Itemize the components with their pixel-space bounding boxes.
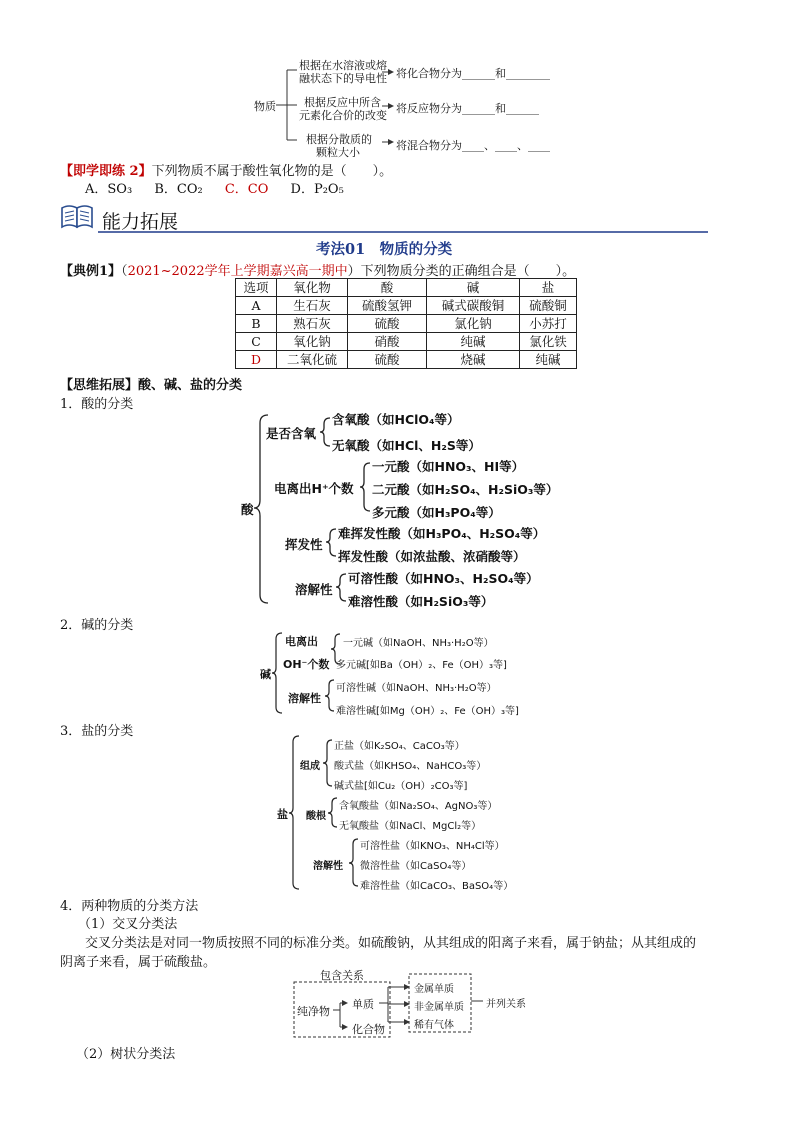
element-substance: 单质 <box>352 998 374 1011</box>
table-cell: 纯碱 <box>520 351 577 369</box>
option-a: A．SO₃ <box>85 182 133 197</box>
example1-line <box>60 260 575 279</box>
acid-g2-item: 二元酸（如H₂SO₄、H₂SiO₃等） <box>372 482 559 497</box>
table-header: 选项 <box>236 279 277 297</box>
acid-g4: 溶解性 <box>295 582 333 597</box>
metal-element: 金属单质 <box>414 984 454 995</box>
base-root: 碱 <box>260 668 271 681</box>
salt-g1-item: 酸式盐（如KHSO₄、NaHCO₃等） <box>334 761 487 772</box>
table-cell-answer: D <box>236 351 277 369</box>
top-root: 物质 <box>254 100 276 113</box>
table-header: 氧化物 <box>277 279 348 297</box>
salt-g3-item: 难溶性盐（如CaCO₃、BaSO₄等） <box>360 881 514 892</box>
top-b3-line2: 颗粒大小 <box>316 146 360 159</box>
top-b2-result: 将反应物分为______和______ <box>396 102 539 115</box>
practice2-options <box>85 178 344 197</box>
classification-table <box>235 278 577 369</box>
base-g1-item: 多元碱[如Ba（OH）₂、Fe（OH）₃等] <box>336 660 507 671</box>
table-cell: 生石灰 <box>277 297 348 315</box>
salt-g2-item: 含氧酸盐（如Na₂SO₄、AgNO₃等） <box>339 801 498 812</box>
option-b: B．CO₂ <box>154 182 203 197</box>
methods-heading: 4．两种物质的分类方法 <box>60 899 199 914</box>
pure-substance: 纯净物 <box>297 1005 330 1018</box>
table-cell: B <box>236 315 277 333</box>
acid-g3: 挥发性 <box>285 537 323 552</box>
table-header: 盐 <box>520 279 577 297</box>
cross-heading: （1）交叉分类法 <box>78 917 178 932</box>
nonmetal-element: 非金属单质 <box>414 1002 464 1013</box>
example1-question: 下列物质分类的正确组合是（ ）。 <box>360 264 576 279</box>
option-d: D．P₂O₅ <box>290 182 344 197</box>
base-g2: 溶解性 <box>288 692 321 705</box>
table-row <box>236 297 577 315</box>
top-b1-line1: 根据在水溶液或熔 <box>299 59 387 72</box>
salt-g2: 酸根 <box>306 811 326 822</box>
top-b2-line1: 根据反应中所含 <box>304 96 381 109</box>
base-g1-line2: OH⁻个数 <box>283 658 330 671</box>
table-cell: 熟石灰 <box>277 315 348 333</box>
salt-g1: 组成 <box>300 761 320 772</box>
table-cell: 二氧化硫 <box>277 351 348 369</box>
example1-source: 2021~2022学年上学期嘉兴高一期中 <box>127 264 348 279</box>
contain-label: 包含关系 <box>320 969 364 982</box>
thinking-title: 【思维拓展】酸、碱、盐的分类 <box>60 378 243 393</box>
acid-g1-item: 含氧酸（如HClO₄等） <box>332 412 460 427</box>
table-cell: 硫酸氢钾 <box>348 297 427 315</box>
acid-g1: 是否含氧 <box>266 426 317 441</box>
acid-g2: 电离出H⁺个数 <box>274 481 354 496</box>
acid-g4-item: 可溶性酸（如HNO₃、H₂SO₄等） <box>348 571 539 586</box>
table-cell: 硫酸铜 <box>520 297 577 315</box>
salt-g1-item: 碱式盐[如Cu₂（OH）₂CO₃等] <box>334 781 468 792</box>
base-g1-item: 一元碱（如NaOH、NH₃·H₂O等） <box>343 638 494 649</box>
practice2-line <box>60 160 392 179</box>
compound-substance: 化合物 <box>352 1023 385 1036</box>
acid-g4-item: 难溶性酸（如H₂SiO₃等） <box>348 594 494 609</box>
salt-g2-item: 无氧酸盐（如NaCl、MgCl₂等） <box>339 821 482 832</box>
table-cell: 碱式碳酸铜 <box>427 297 520 315</box>
salt-g1-item: 正盐（如K₂SO₄、CaCO₃等） <box>334 741 465 752</box>
salt-heading: 3．盐的分类 <box>60 724 134 739</box>
cross-text-2: 阴离子来看，属于硫酸盐。 <box>60 955 217 970</box>
acid-g2-item: 一元酸（如HNO₃、HI等） <box>372 459 525 474</box>
table-cell: 硫酸 <box>348 315 427 333</box>
example1-paren-open: （ <box>121 264 128 279</box>
example1-paren-close: ） <box>347 264 361 279</box>
table-cell: 烧碱 <box>427 351 520 369</box>
table-cell: 硝酸 <box>348 333 427 351</box>
section-title: 能力拓展 <box>102 211 179 233</box>
table-header: 酸 <box>348 279 427 297</box>
salt-g3: 溶解性 <box>313 861 343 872</box>
table-row <box>236 333 577 351</box>
salt-g3-item: 可溶性盐（如KNO₃、NH₄Cl等） <box>360 841 505 852</box>
practice2-tag: 【即学即练 2】 <box>60 164 152 179</box>
base-heading: 2．碱的分类 <box>60 618 134 633</box>
example1-tag: 【典例1】 <box>60 264 122 279</box>
practice2-question: 下列物质不属于酸性氧化物的是（ ）。 <box>151 164 393 179</box>
method-title: 考法01 物质的分类 <box>316 241 453 258</box>
base-g2-item: 难溶性碱[如Mg（OH）₂、Fe（OH）₃等] <box>336 706 519 717</box>
table-cell: 氯化钠 <box>427 315 520 333</box>
table-cell: A <box>236 297 277 315</box>
top-b3-line1: 根据分散质的 <box>306 133 372 146</box>
acid-g1-item: 无氧酸（如HCl、H₂S等） <box>332 438 481 453</box>
parallel-label: 并列关系 <box>486 999 526 1010</box>
table-header-row <box>236 279 577 297</box>
acid-g3-item: 挥发性酸（如浓盐酸、浓硝酸等） <box>338 549 526 564</box>
tree-heading: （2）树状分类法 <box>76 1047 176 1062</box>
salt-g3-item: 微溶性盐（如CaSO₄等） <box>360 861 472 872</box>
option-c: C．CO <box>224 182 269 197</box>
table-cell: 氯化铁 <box>520 333 577 351</box>
base-g2-item: 可溶性碱（如NaOH、NH₃·H₂O等） <box>336 683 497 694</box>
top-b2-line2: 元素化合价的改变 <box>299 109 387 122</box>
table-cell: 纯碱 <box>427 333 520 351</box>
table-cell: 小苏打 <box>520 315 577 333</box>
top-b1-line2: 融状态下的导电性 <box>299 72 387 85</box>
book-icon <box>59 200 95 230</box>
table-cell: 氧化钠 <box>277 333 348 351</box>
cross-text-1: 交叉分类法是对同一物质按照不同的标准分类。如硫酸钠，从其组成的阳离子来看，属于钠盐；从其组成的 <box>85 936 697 951</box>
acid-g3-item: 难挥发性酸（如H₃PO₄、H₂SO₄等） <box>338 526 546 541</box>
top-b1-result: 将化合物分为______和________ <box>396 67 550 80</box>
table-header: 碱 <box>427 279 520 297</box>
salt-root: 盐 <box>277 808 288 821</box>
acid-heading: 1．酸的分类 <box>60 397 134 412</box>
base-g1-line1: 电离出 <box>285 635 318 648</box>
table-row <box>236 315 577 333</box>
noble-gas: 稀有气体 <box>414 1020 454 1031</box>
acid-g2-item: 多元酸（如H₃PO₄等） <box>372 505 501 520</box>
table-row <box>236 351 577 369</box>
table-cell: 硫酸 <box>348 351 427 369</box>
top-b3-result: 将混合物分为____、____、____ <box>396 139 550 152</box>
table-cell: C <box>236 333 277 351</box>
acid-root: 酸 <box>241 502 254 517</box>
